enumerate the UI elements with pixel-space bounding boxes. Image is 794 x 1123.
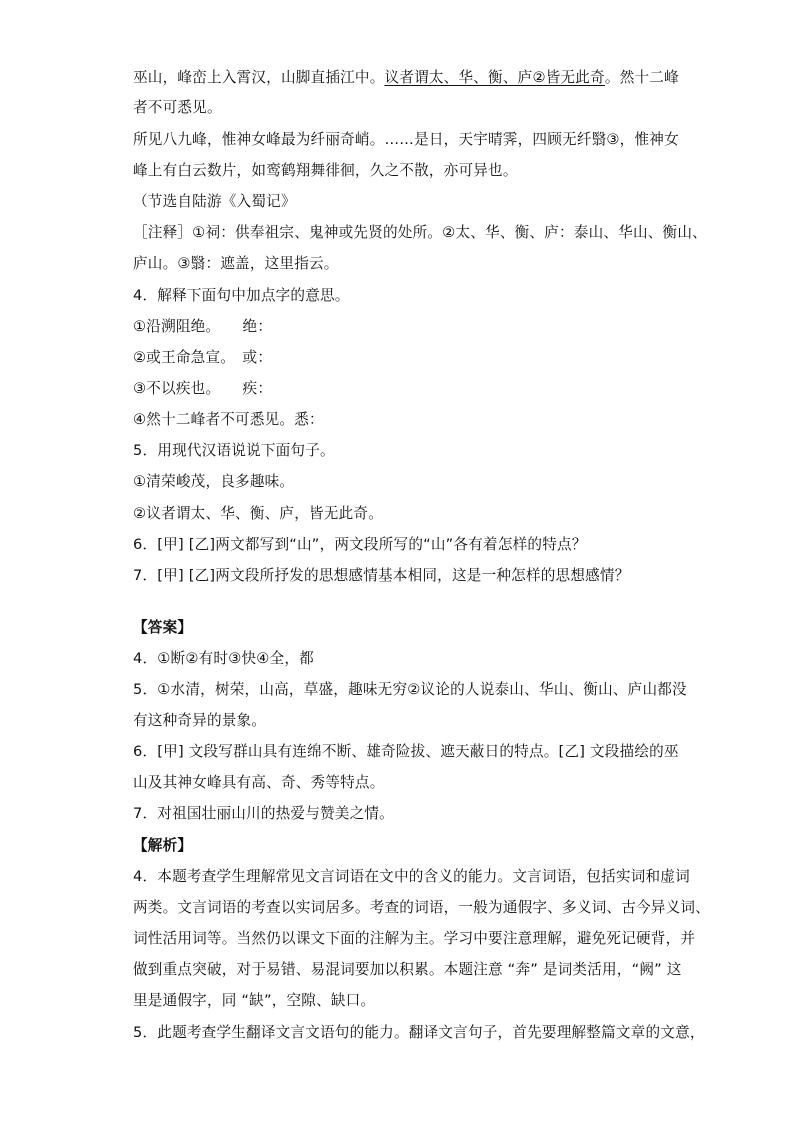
analysis-4-line-2: 两类。文言词语的考查以实词居多。考查的词语，一般为通假字、多义词、古今异义词、 bbox=[133, 899, 710, 916]
analysis-4-line-4: 做到重点突破，对于易错、易混词要加以积累。本题注意 “奔” 是词类活用，“阙” 这 bbox=[133, 961, 682, 978]
passage-line-2: 者不可悉见。 bbox=[133, 99, 222, 116]
answer-4: 4．①断②有时③快④全，都 bbox=[133, 650, 314, 667]
passage-line-4: 峰上有白云数片，如鸾鹤翔舞徘徊，久之不散，亦可异也。 bbox=[133, 162, 518, 179]
passage-line-3: 所见八九峰，惟神女峰最为纤丽奇峭。……是日，天宇晴霁，四顾无纤翳③，惟神女 bbox=[133, 131, 679, 148]
answer-6-line-2: 山及其神女峰具有高、奇、秀等特点。 bbox=[133, 774, 385, 791]
underlined-sentence: 议者谓太、华、衡、庐②皆无此奇 bbox=[384, 69, 605, 86]
passage-line-1 bbox=[133, 68, 679, 88]
question-5-item-1: ①清荣峻茂，良多趣味。 bbox=[133, 473, 295, 490]
analysis-4-line-3: 词性活用词等。当然仍以课文下面的注解为主。学习中要注意理解，避免死记硬背，并 bbox=[133, 930, 696, 947]
question-4-item-4: ④然十二峰者不可悉见。悉： bbox=[133, 411, 324, 428]
question-4-item-3: ③不以疾也。 疾： bbox=[133, 380, 273, 397]
answer-7: 7．对祖国壮丽山川的热爱与赞美之情。 bbox=[133, 805, 394, 822]
answer-5-line-1: 5．①水清，树荣，山高，草盛，趣味无穷②议论的人说泰山、华山、衡山、庐山都没 bbox=[133, 681, 687, 698]
analysis-4-line-5: 里是通假字，同 “缺”，空隙、缺口。 bbox=[133, 992, 376, 1009]
analysis-5-line-1: 5．此题考查学生翻译文言文语句的能力。翻译文言句子，首先要理解整篇文章的文意， bbox=[133, 1024, 705, 1041]
question-4-item-1: ①沿溯阻绝。 绝： bbox=[133, 318, 273, 335]
question-4: 4．解释下面句中加点字的意思。 bbox=[133, 287, 350, 304]
answer-heading: 【答案】 bbox=[133, 619, 193, 636]
analysis-heading: 【解析】 bbox=[133, 837, 193, 854]
notes-line-1: ［注释］①祠：供奉祖宗、鬼神或先贤的处所。②太、华、衡、庐：泰山、华山、衡山、 bbox=[133, 224, 707, 241]
notes-line-2: 庐山。③翳：遮盖，这里指云。 bbox=[133, 255, 339, 272]
answer-6-line-1: 6．[甲] 文段写群山具有连绵不断、雄奇险拔、遮天蔽日的特点。[乙] 文段描绘的巫 bbox=[133, 743, 679, 760]
question-5-item-2: ②议者谓太、华、衡、庐，皆无此奇。 bbox=[133, 505, 383, 522]
answer-5-line-2: 有这种奇异的景象。 bbox=[133, 712, 267, 729]
passage-source: （节选自陆游《入蜀记》 bbox=[133, 193, 296, 210]
question-7: 7．[甲] [乙]两文段所抒发的思想感情基本相同，这是一种怎样的思想感情？ bbox=[133, 567, 630, 584]
passage-text: 。然十二峰 bbox=[604, 69, 679, 86]
analysis-4-line-1: 4．本题考查学生理解常见文言词语在文中的含义的能力。文言词语，包括实词和虚词 bbox=[133, 868, 690, 885]
question-4-item-2: ②或王命急宣。 或： bbox=[133, 349, 273, 366]
passage-text: 巫山，峰峦上入霄汉，山脚直插江中。 bbox=[133, 69, 385, 86]
question-6: 6．[甲] [乙]两文都写到“山”，两文段所写的“山”各有着怎样的特点？ bbox=[133, 536, 587, 553]
question-5: 5．用现代汉语说说下面句子。 bbox=[133, 442, 335, 459]
